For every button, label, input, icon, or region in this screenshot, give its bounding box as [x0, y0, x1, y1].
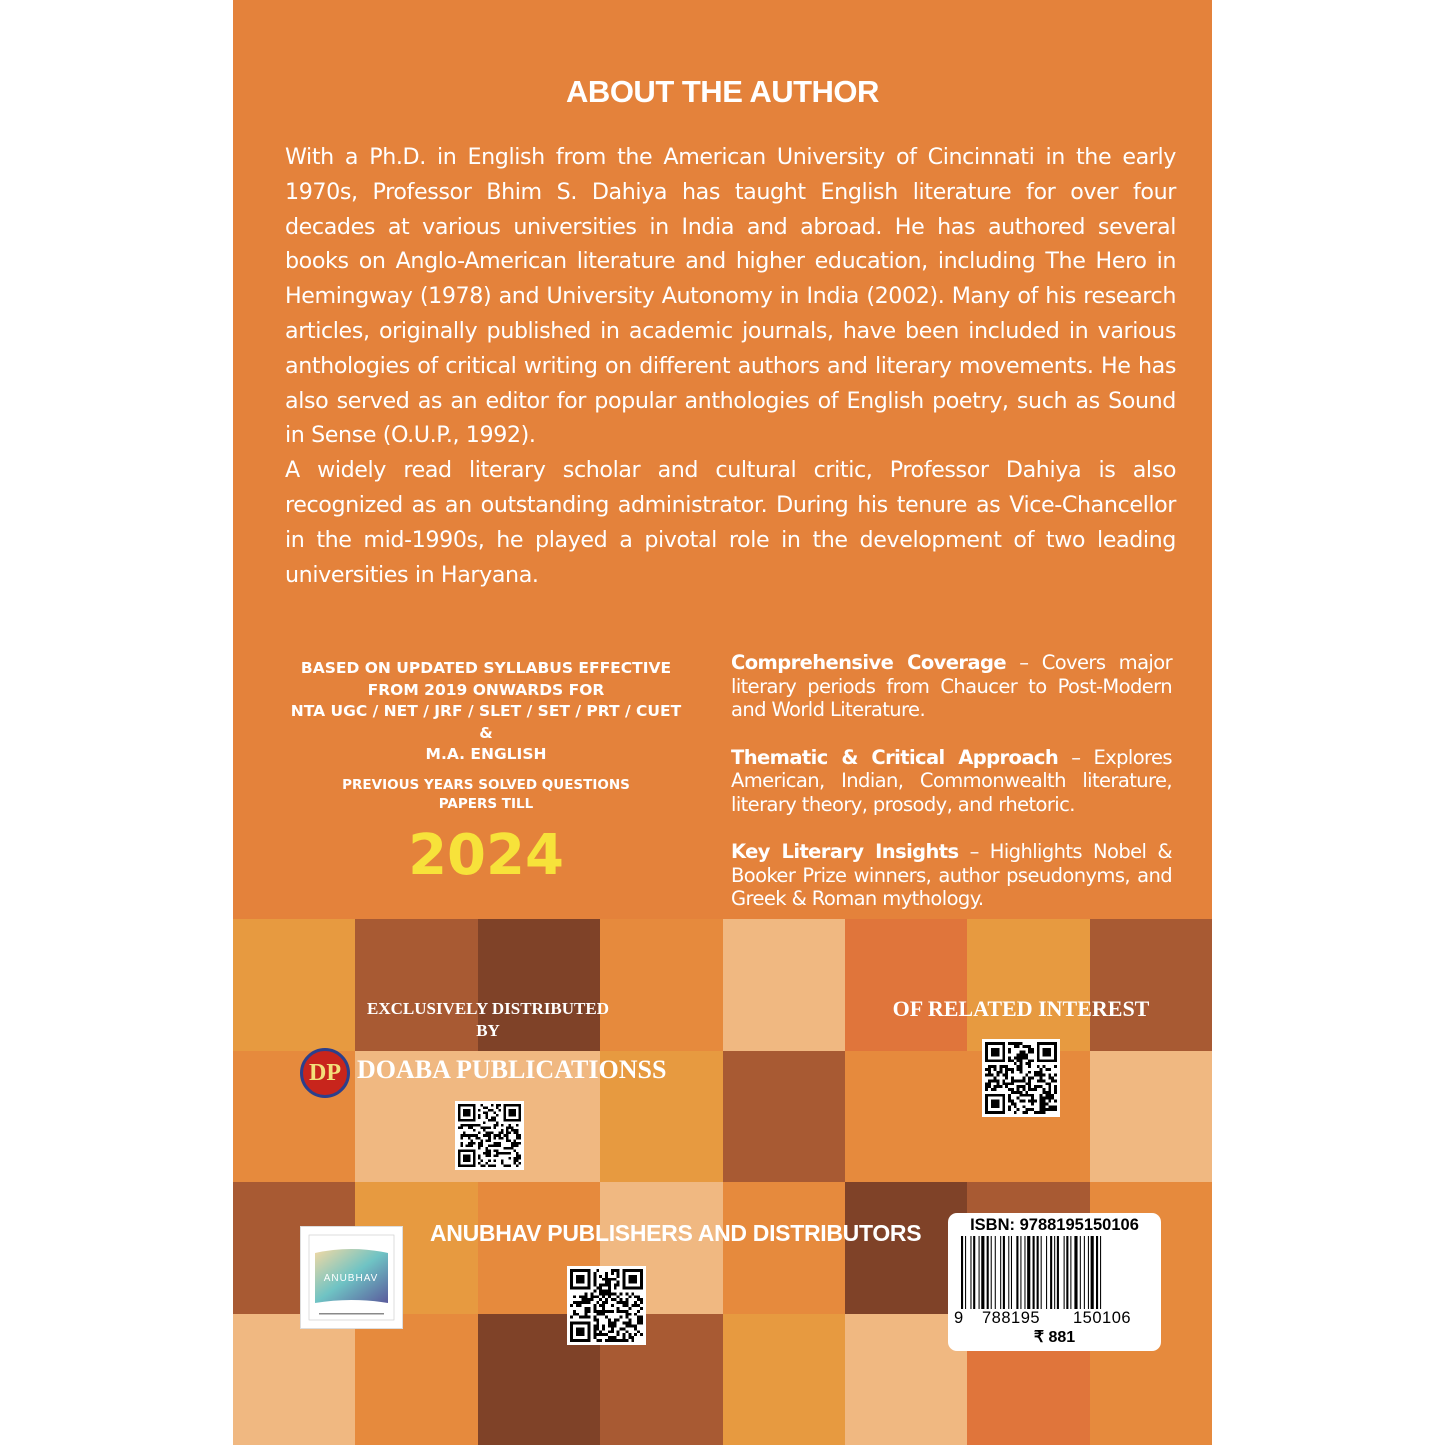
feature-item	[731, 840, 1172, 911]
mosaic-tile	[845, 1051, 968, 1184]
qr-code-icon	[982, 1039, 1060, 1117]
papers-note	[273, 776, 699, 814]
mosaic-tile	[723, 1182, 846, 1315]
barcode-digit-first: 9	[954, 1309, 964, 1327]
distribution-line: EXCLUSIVELY DISTRIBUTED	[366, 999, 610, 1018]
isbn-barcode-panel	[948, 1213, 1161, 1351]
mosaic-tile	[355, 1314, 478, 1445]
mosaic-tile	[967, 919, 1090, 1052]
mosaic-tile	[723, 1314, 846, 1445]
feature-item	[731, 651, 1172, 722]
mosaic-tile	[1090, 1051, 1212, 1184]
qr-code-icon	[458, 1104, 521, 1167]
author-biography	[285, 140, 1176, 592]
feature-title: Thematic & Critical Approach	[731, 745, 1059, 769]
feature-title: Comprehensive Coverage	[731, 651, 1006, 674]
anubhav-logo-icon	[300, 1226, 403, 1329]
feature-text: – Highlights Nobel & Booker Prize winners, author pseudonyms, and Greek & Roman mythology.	[731, 840, 1173, 910]
feature-list	[731, 651, 1172, 935]
doaba-publisher-name: DOABA PUBLICATIONSS	[357, 1055, 667, 1084]
mosaic-tile	[723, 919, 846, 1052]
qr-code-icon	[455, 1101, 524, 1170]
papers-line: PAPERS TILL	[438, 795, 534, 812]
anubhav-logo-icon	[301, 1227, 402, 1328]
isbn-number: ISBN: 9788195150106	[970, 1216, 1139, 1234]
doaba-logo-icon: DP	[300, 1048, 350, 1098]
distribution-label	[333, 998, 643, 1042]
mosaic-tile	[233, 1314, 356, 1445]
syllabus-line: FROM 2019 ONWARDS FOR	[367, 680, 605, 699]
papers-year: 2024	[408, 822, 564, 888]
syllabus-block	[273, 658, 699, 886]
qr-code-icon	[570, 1269, 643, 1342]
barcode-digit-group: 150106	[1073, 1309, 1132, 1327]
related-interest-label: OF RELATED INTEREST	[892, 996, 1150, 1021]
syllabus-exams: NTA UGC / NET / JRF / SLET / SET / PRT / CUET	[290, 702, 682, 720]
feature-text: – Explores American, Indian, Commonwealth literature, literary theory, prosody, and rhetoric.	[731, 745, 1172, 816]
papers-line: PREVIOUS YEARS SOLVED QUESTIONS	[342, 776, 630, 793]
syllabus-line: BASED ON UPDATED SYLLABUS EFFECTIVE	[300, 659, 672, 677]
qr-code-icon	[567, 1266, 646, 1345]
syllabus-course: M.A. ENGLISH	[425, 745, 547, 763]
barcode-icon	[958, 1236, 1151, 1309]
book-price: ₹ 881	[1033, 1329, 1076, 1346]
distribution-line: BY	[476, 1021, 500, 1040]
syllabus-ampersand: &	[479, 723, 493, 742]
bio-paragraph-1: With a Ph.D. in English from the American University of Cincinnati in the early 1970s, Professor Bhim S. Dahiya has taught English literature for over four decades at various universities in India and abroad. He has authored several books on Anglo-American literature and higher education, including The Hero in Hemingway (1978) and University Autonomy in India (2002). Many of his research articles, originally published in academic journals, have been included in various anthologies of critical writing on different authors and literary movements. He has also served as an editor for popular anthologies of English poetry, such as Sound in Sense (O.U.P., 1992).	[285, 144, 1176, 449]
feature-text: – Covers major literary periods from Chaucer to Post-Modern and World Literature.	[731, 651, 1172, 721]
mosaic-tile	[845, 919, 968, 1052]
mosaic-tile	[1090, 919, 1212, 1052]
qr-code-icon	[985, 1042, 1057, 1114]
book-back-cover	[233, 0, 1212, 1445]
anubhav-logo-text: ANUBHAV	[323, 1273, 379, 1284]
anubhav-publisher-name: ANUBHAV PUBLISHERS AND DISTRIBUTORS	[430, 1220, 922, 1246]
feature-item	[731, 746, 1172, 817]
bio-paragraph-2: A widely read literary scholar and cultural critic, Professor Dahiya is also recognized as an outstanding administrator. During his tenure as Vice-Chancellor in the mid-1990s, he played a pivotal role in the development of two leading universities in Haryana.	[285, 457, 1176, 588]
barcode-digit-group: 788195	[982, 1309, 1041, 1327]
feature-title: Key Literary Insights	[731, 840, 959, 863]
barcode-digits	[954, 1309, 1151, 1329]
about-author-heading: ABOUT THE AUTHOR	[566, 74, 879, 109]
mosaic-tile	[723, 1051, 846, 1184]
